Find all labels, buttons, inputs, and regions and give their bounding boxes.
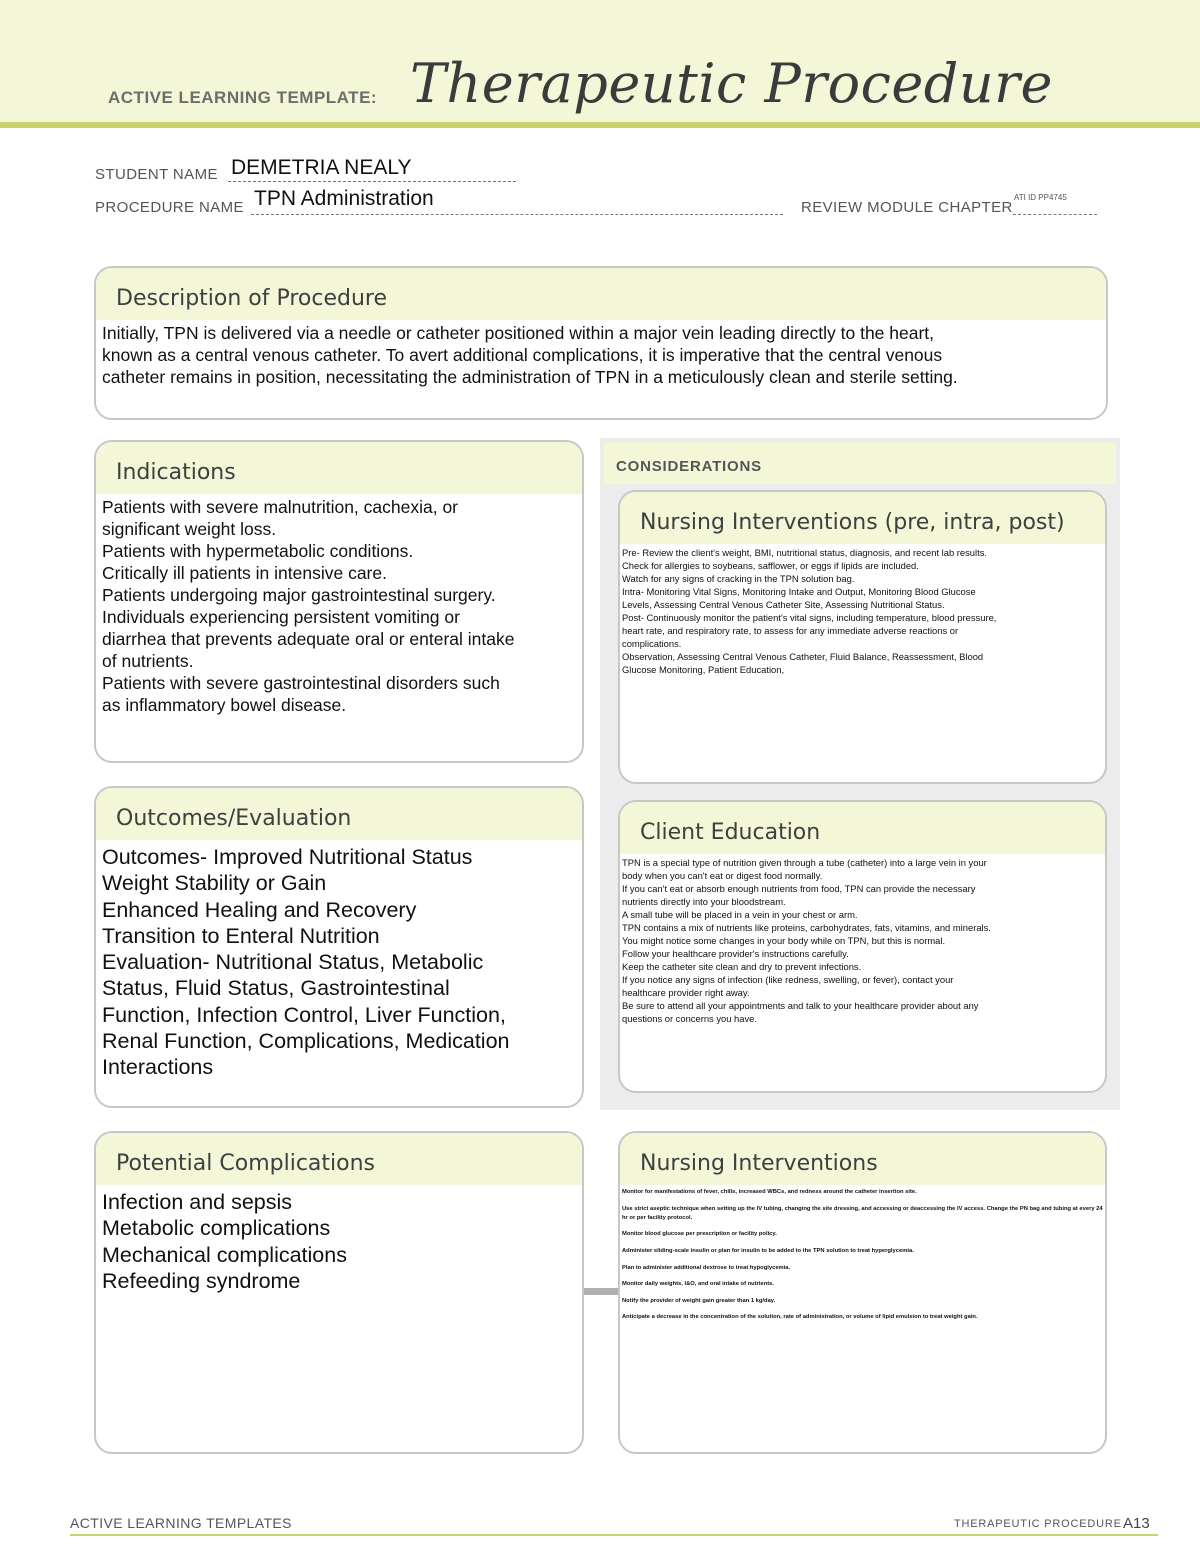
indications-line: as inflammatory bowel disease. [102,695,347,715]
indications-line: of nutrients. [102,651,194,671]
outcomes-line: Function, Infection Control, Liver Function, [102,1002,506,1027]
client-education-line: You might notice some changes in your body while on TPN, but this is normal. [622,935,946,946]
template-label: ACTIVE LEARNING TEMPLATE: [108,88,378,107]
nursing-pre-line: Observation, Assessing Central Venous Catheter, Fluid Balance, Reassessment, Blood [622,651,984,662]
nursing-interventions-text[interactable] [620,1185,1105,1333]
nursing-pre-line: Intra- Monitoring Vital Signs, Monitoring Intake and Output, Monitoring Blood Glucose [622,586,976,597]
outcomes-line: Weight Stability or Gain [102,871,327,896]
outcomes-line: Evaluation- Nutritional Status, Metabolic [102,950,484,975]
nursing-pre-line: Glucose Monitoring, Patient Education, [622,664,785,675]
client-education-line: Keep the catheter site clean and dry to prevent infections. [622,961,862,972]
nursing-pre-line: Post- Continuously monitor the patient's vital signs, including temperature, blood pressure, [622,612,997,623]
client-education-line: nutrients directly into your bloodstream. [622,896,786,907]
student-name-label: STUDENT NAME [95,166,218,183]
client-education-line: Be sure to attend all your appointments and talk to your healthcare provider about any [622,1000,979,1011]
complications-line: Refeeding syndrome [102,1268,301,1293]
description-line: catheter remains in position, necessitating the administration of TPN in a meticulously clean and sterile setting. [102,367,958,387]
outcomes-line: Enhanced Healing and Recovery [102,897,417,922]
nursing-pre-line: Watch for any signs of cracking in the TPN solution bag. [622,573,855,584]
outcomes-line: Interactions [102,1055,214,1080]
complications-line: Infection and sepsis [102,1190,293,1214]
client-education-line: A small tube will be placed in a vein in your chest or arm. [622,909,858,920]
nursing-pre-intra-post-box [618,490,1107,784]
complications-line: Mechanical complications [102,1242,347,1267]
footer-right-label: THERAPEUTIC PROCEDURE [954,1518,1122,1530]
client-education-title: Client Education [640,820,821,845]
outcomes-text[interactable] [96,840,582,1085]
page-number: A13 [1123,1515,1150,1532]
complications-box [94,1131,584,1454]
nursing-intervention-item: Notify the provider of weight gain greater than 1 kg/day. [622,1297,776,1304]
nursing-pre-line: Pre- Review the client's weight, BMI, nutritional status, diagnosis, and recent lab results. [622,547,987,558]
nursing-intervention-item: Monitor daily weights, I&O, and oral intake of nutrients. [622,1281,775,1288]
student-name-value[interactable]: DEMETRIA NEALY [231,156,412,179]
procedure-name-value[interactable]: TPN Administration [254,187,434,210]
nursing-interventions-header [620,1133,1105,1185]
outcomes-line: Renal Function, Complications, Medication [102,1029,510,1054]
nursing-intervention-item: Use strict aseptic technique when setting up the IV tubing, changing the site dressing, and accessing or deaccessing the IV access. Change the PN bag and tubing at every 24 hr or per facility protocol. [622,1205,1103,1221]
header-divider [0,122,1200,128]
connector-bar [584,1288,620,1295]
nursing-interventions-box [618,1131,1107,1454]
client-education-text[interactable] [620,854,1105,1027]
student-name-underline [228,181,516,182]
nursing-interventions-title: Nursing Interventions [640,1151,878,1176]
considerations-header [604,442,1116,484]
complications-text[interactable] [96,1185,582,1298]
considerations-title: CONSIDERATIONS [616,458,762,475]
complications-header [96,1133,582,1185]
indications-box [94,440,584,763]
indications-line: significant weight loss. [102,519,277,539]
client-education-line: Follow your healthcare provider's instructions carefully. [622,948,849,959]
client-education-line: TPN is a special type of nutrition given through a tube (catheter) into a large vein in your [622,857,987,868]
outcomes-line: Status, Fluid Status, Gastrointestinal [102,976,450,1001]
description-box [94,266,1108,420]
client-education-line: questions or concerns you have. [622,1013,757,1024]
procedure-name-underline [251,214,783,215]
complications-line: Metabolic complications [102,1216,331,1241]
nursing-pre-intra-post-title: Nursing Interventions (pre, intra, post) [640,510,1065,535]
outcomes-line: Transition to Enteral Nutrition [102,923,380,948]
footer-divider [70,1534,1158,1536]
nursing-intervention-item: Monitor for manifestations of fever, chills, increased WBCs, and redness around the catheter insertion site. [622,1189,917,1195]
review-module-underline [1013,214,1097,215]
nursing-pre-intra-post-text[interactable] [620,544,1105,678]
client-education-line: If you can't eat or absorb enough nutrients from food, TPN can provide the necessary [622,883,976,894]
indications-line: Patients with severe gastrointestinal disorders such [102,673,500,693]
outcomes-header [96,788,582,840]
indications-line: Patients undergoing major gastrointestinal surgery. [102,585,496,605]
outcomes-line: Outcomes- Improved Nutritional Status [102,845,473,869]
outcomes-box [94,786,584,1108]
client-education-line: healthcare provider right away. [622,987,750,998]
description-header [96,268,1106,320]
indications-line: Critically ill patients in intensive care. [102,563,387,583]
indications-line: Individuals experiencing persistent vomiting or [102,607,460,627]
indications-text[interactable] [96,494,582,718]
procedure-name-label: PROCEDURE NAME [95,199,244,216]
review-module-value[interactable]: ATI ID PP4745 [1014,193,1067,202]
nursing-intervention-item: Administer sliding-scale insulin or plan for insulin to be added to the TPN solution to treat hyperglycemia. [622,1247,914,1254]
review-module-label: REVIEW MODULE CHAPTER [801,199,1013,216]
complications-title: Potential Complications [116,1151,375,1176]
indications-header [96,442,582,494]
indications-title: Indications [116,460,236,485]
description-line: known as a central venous catheter. To avert additional complications, it is imperative that the central venous [102,345,943,365]
indications-line: Patients with hypermetabolic conditions. [102,541,414,561]
nursing-intervention-item: Plan to administer additional dextrose to treat hypoglycemia. [622,1264,791,1271]
description-text[interactable] [96,320,1106,390]
nursing-intervention-item: Anticipate a decrease in the concentration of the solution, rate of administration, or volume of lipid emulsion to treat weight gain. [622,1314,978,1321]
client-education-line: TPN contains a mix of nutrients like proteins, carbohydrates, fats, vitamins, and minerals. [622,922,991,933]
description-line: Initially, TPN is delivered via a needle or catheter positioned within a major vein leading directly to the heart, [102,323,935,343]
nursing-pre-intra-post-header [620,492,1105,544]
nursing-pre-line: complications. [622,638,682,649]
nursing-pre-line: Check for allergies to soybeans, safflower, or eggs if lipids are included. [622,560,919,571]
nursing-pre-line: Levels, Assessing Central Venous Catheter Site, Assessing Nutritional Status. [622,599,945,610]
client-education-box [618,800,1107,1093]
nursing-pre-line: heart rate, and respiratory rate, to assess for any immediate adverse reactions or [622,625,959,636]
description-title: Description of Procedure [116,286,388,311]
outcomes-title: Outcomes/Evaluation [116,806,352,831]
indications-line: diarrhea that prevents adequate oral or enteral intake [102,629,515,649]
client-education-line: body when you can't eat or digest food normally. [622,870,823,881]
page-title: Therapeutic Procedure [410,52,1053,115]
footer-left-label: ACTIVE LEARNING TEMPLATES [70,1515,292,1531]
client-education-line: If you notice any signs of infection (like redness, swelling, or fever), contact your [622,974,954,985]
nursing-intervention-item: Monitor blood glucose per prescription or facility policy. [622,1231,777,1238]
indications-line: Patients with severe malnutrition, cachexia, or [102,497,458,517]
client-education-header [620,802,1105,854]
